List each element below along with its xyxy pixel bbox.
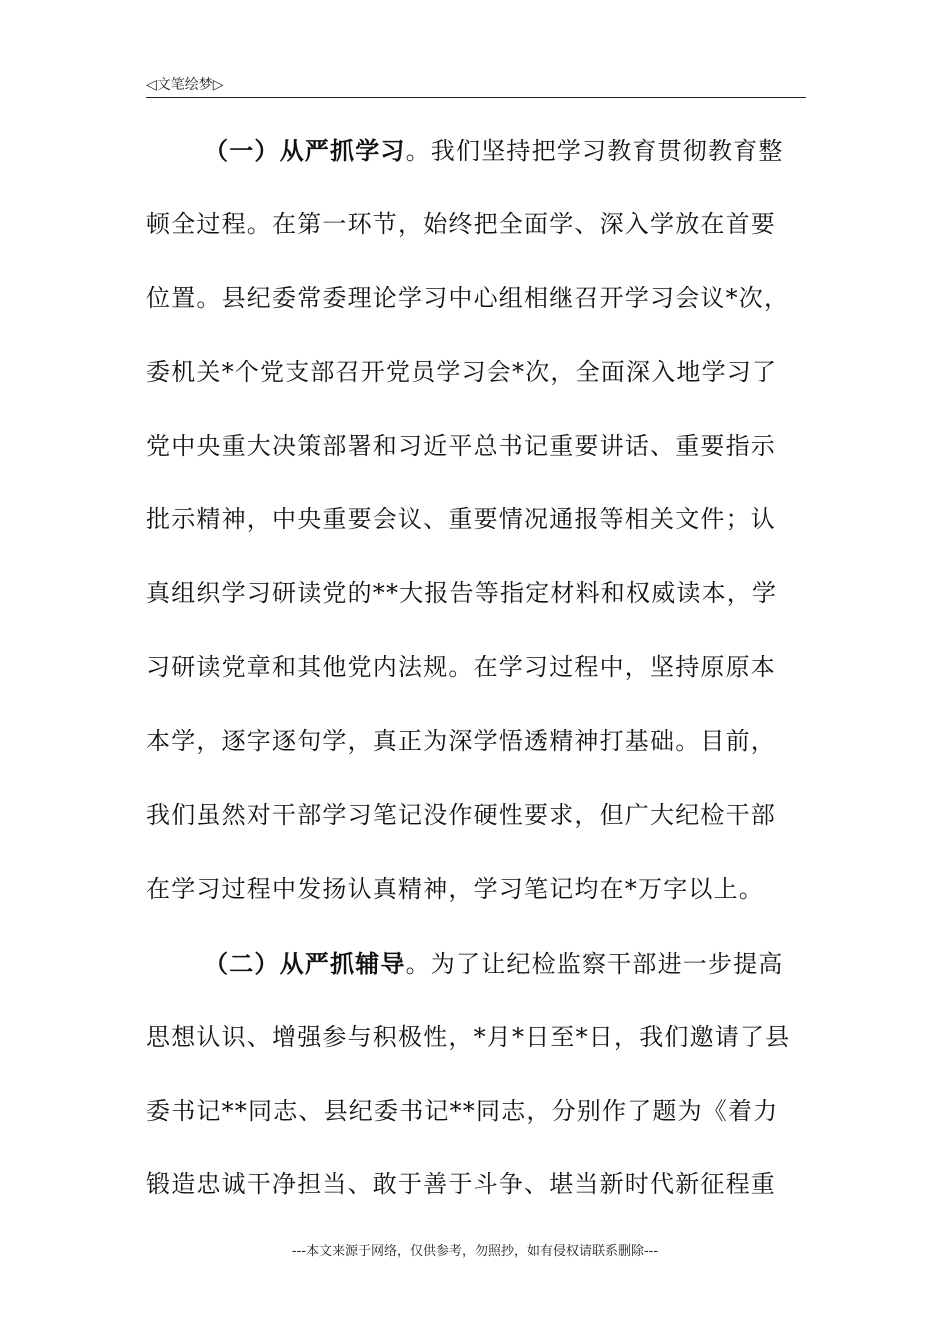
page-header: ◁文笔绘梦▷ <box>146 77 224 93</box>
paragraph-line: 在学习过程中发扬认真精神，学习笔记均在*万字以上。 <box>146 874 764 903</box>
line-text: 。为了让纪检监察干部进一步提高 <box>405 949 784 978</box>
paragraph-line: 顿全过程。在第一环节，始终把全面学、深入学放在首要 <box>146 209 776 238</box>
document-body <box>146 114 806 1222</box>
paragraph-line: 本学，逐字逐句学，真正为深学悟透精神打基础。目前， <box>146 727 776 756</box>
section-heading: （一）从严抓学习 <box>204 136 406 165</box>
paragraph-line: 真组织学习研读党的**大报告等指定材料和权威读本，学 <box>146 579 778 608</box>
paragraph-line: 思想认识、增强参与积极性，*月*日至*日，我们邀请了县 <box>146 1022 791 1051</box>
paragraph-line: 委机关*个党支部召开党员学习会*次，全面深入地学习了 <box>146 357 778 386</box>
paragraph-line: 党中央重大决策部署和习近平总书记重要讲话、重要指示 <box>146 431 776 460</box>
section-heading: （二）从严抓辅导 <box>204 948 406 978</box>
paragraph-line: 我们虽然对干部学习笔记没作硬性要求，但广大纪检干部 <box>146 801 776 830</box>
paragraph-line: 委书记**同志、县纪委书记**同志，分别作了题为《着力 <box>146 1096 779 1125</box>
paragraph-line: 位置。县纪委常委理论学习中心组相继召开学习会议*次， <box>146 283 790 312</box>
line-text: 。我们坚持把学习教育贯彻教育整 <box>405 137 784 165</box>
paragraph-line: 锻造忠诚干净担当、敢于善于斗争、堪当新时代新征程重 <box>146 1170 776 1199</box>
page-footer: ---本文来源于网络，仅供参考，勿照抄，如有侵权请联系删除--- <box>291 1244 659 1259</box>
paragraph-2-first-line <box>146 927 806 1001</box>
paragraph-line: 习研读党章和其他党内法规。在学习过程中，坚持原原本 <box>146 653 776 682</box>
header-rule <box>146 97 806 98</box>
paragraph-line: 批示精神，中央重要会议、重要情况通报等相关文件；认 <box>146 505 776 534</box>
paragraph-1-first-line <box>146 114 806 188</box>
